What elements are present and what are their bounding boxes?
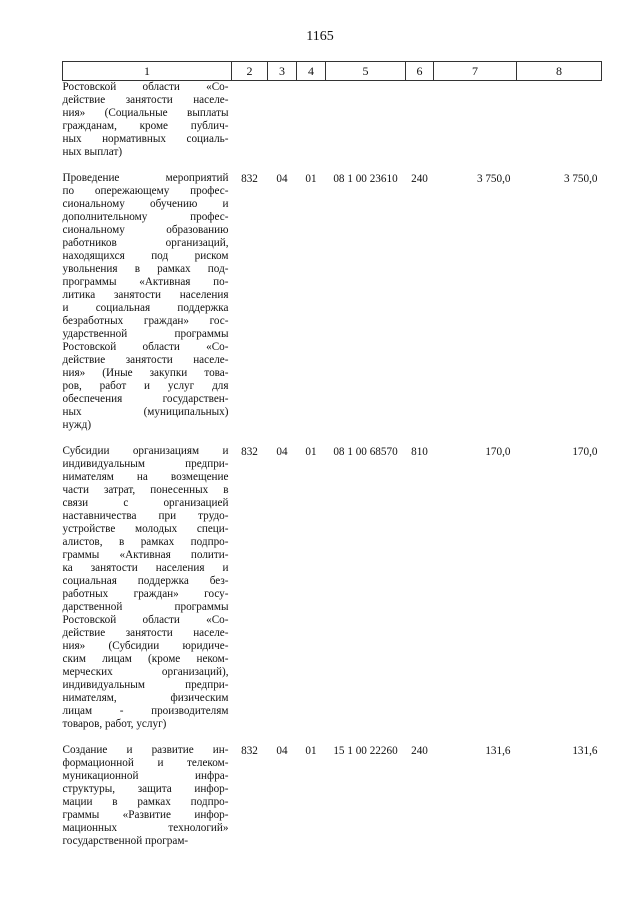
row-spacer [63,432,602,445]
target-article-cell: 15 1 00 22260 [333,745,398,757]
subsection-code-cell [297,81,326,160]
target-article-cell [326,81,406,160]
ministry-code-cell: 832 [241,446,258,458]
description-line: нимателям, физическим [62,692,229,704]
description-line: мерческих организаций), [62,666,229,678]
subsection-code-cell: 01 [305,173,317,185]
amount-cell: 131,6 [485,745,511,757]
description-line: ров, работ и услуг для [62,380,229,392]
description-line: мации в рамках подпро- [62,796,229,808]
description-line: нимателям на возмещение [62,471,229,483]
header-cell-8: 8 [517,62,602,81]
description-line: действие занятости населе- [62,354,229,366]
description-line: лицам - производителям [62,705,229,717]
description-line: Субсидии организациям и [62,445,229,457]
table-row [63,81,602,160]
header-cell-2: 2 [232,62,268,81]
description-line: Создание и развитие ин- [62,744,229,756]
description-line: индивидуальным предпри- [62,458,229,470]
description-line: дополнительному профес- [62,211,229,223]
header-cell-4: 4 [297,62,326,81]
description-line: обеспечения государствен- [62,393,229,405]
description-line: ским лицам (кроме неком- [62,653,229,665]
expense-type-cell [406,81,434,160]
table-header-row [63,62,602,81]
description-cell [63,81,232,160]
description-line: алистов, в рамках подпро- [62,536,229,548]
description-cell [63,172,232,432]
description-line: товаров, работ, услуг) [62,718,167,730]
description-line: ка занятости населения и [62,562,229,574]
expense-type-cell: 240 [411,745,428,757]
amount-total-cell [517,81,602,160]
section-code-cell [268,81,297,160]
row-spacer-cell [63,432,602,445]
header-cell-5: 5 [326,62,406,81]
description-line: Проведение мероприятий [62,172,229,184]
description-line: и социальная поддержка [62,302,229,314]
description-line: гражданам, кроме публич- [62,120,229,132]
amount-cell: 3 750,0 [476,173,511,185]
section-code-cell: 04 [276,446,288,458]
description-line: действие занятости населе- [62,94,229,106]
subsection-code-cell: 01 [305,446,317,458]
description-line: ных выплат) [62,146,123,158]
description-line: структуры, защита инфор- [62,783,229,795]
description-line: Ростовской области «Со- [62,81,229,93]
table-row [63,445,602,731]
ministry-code-cell [232,81,268,160]
description-line: наставничества при трудо- [62,510,229,522]
table-body [63,81,602,849]
expense-type-cell: 240 [411,173,428,185]
amount-total-cell: 131,6 [572,745,598,757]
subsection-code-cell: 01 [305,745,317,757]
description-line: увольнения в рамках под- [62,263,229,275]
page-number: 1165 [306,29,334,44]
table-row [63,744,602,848]
ministry-code-cell: 832 [241,745,258,757]
description-line: ния» (Субсидии юридиче- [62,640,229,652]
description-line: ния» (Иные закупки това- [62,367,229,379]
ministry-code-cell: 832 [241,173,258,185]
amount-cell: 170,0 [485,446,511,458]
description-line: части затрат, понесенных в [62,484,229,496]
description-line: работников организаций, [62,237,229,249]
description-line: ния» (Социальные выплаты [62,107,229,119]
description-line: граммы «Развитие инфор- [62,809,229,821]
row-spacer [63,159,602,172]
header-cell-7: 7 [434,62,517,81]
table-row [63,172,602,432]
header-cell-3: 3 [268,62,297,81]
description-cell [63,744,232,848]
header-cell-6: 6 [406,62,434,81]
description-line: связи с организацией [62,497,229,509]
description-line: дарственной программы [62,601,229,613]
description-line: находящихся под риском [62,250,229,262]
description-line: сиональному образованию [62,224,229,236]
amount-total-cell: 170,0 [572,446,598,458]
description-line: ных (муниципальных) [62,406,229,418]
expense-type-cell: 810 [411,446,428,458]
description-cell [63,445,232,731]
description-line: ных нормативных социаль- [62,133,229,145]
description-line: муникационной инфра- [62,770,229,782]
description-line: мационных технологий» [62,822,229,834]
description-line: ударственной программы [62,328,229,340]
description-line: государственной програм- [62,835,189,847]
budget-table [62,61,602,848]
description-line: Ростовской области «Со- [62,614,229,626]
section-code-cell: 04 [276,745,288,757]
description-line: индивидуальным предпри- [62,679,229,691]
target-article-cell: 08 1 00 23610 [333,173,398,185]
amount-total-cell: 3 750,0 [563,173,598,185]
description-line: безработных граждан» гос- [62,315,229,327]
description-line: социальная поддержка без- [62,575,229,587]
description-line: сиональному обучению и [62,198,229,210]
section-code-cell: 04 [276,173,288,185]
row-spacer-cell [63,159,602,172]
description-line: Ростовской области «Со- [62,341,229,353]
amount-cell [434,81,517,160]
description-line: устройстве молодых специ- [62,523,229,535]
row-spacer [63,731,602,744]
description-line: по опережающему профес- [62,185,229,197]
description-line: действие занятости населе- [62,627,229,639]
description-line: литика занятости населения [62,289,229,301]
target-article-cell: 08 1 00 68570 [333,446,398,458]
header-cell-1: 1 [63,62,232,81]
description-line: нужд) [62,419,92,431]
description-line: программы «Активная по- [62,276,229,288]
row-spacer-cell [63,731,602,744]
description-line: граммы «Активная полити- [62,549,229,561]
description-line: работных граждан» госу- [62,588,229,600]
description-line: формационной и телеком- [62,757,229,769]
